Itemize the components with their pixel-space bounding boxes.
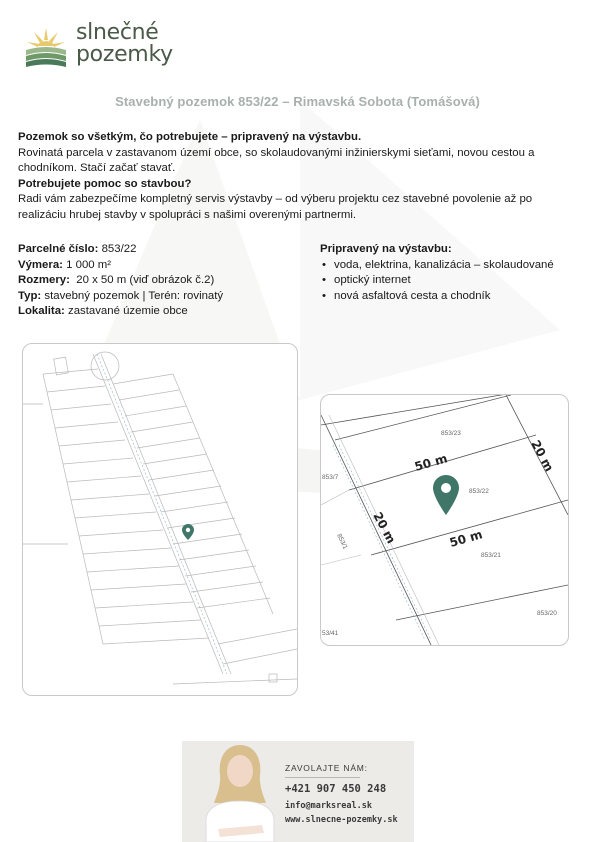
parcel-label: 853/23 — [441, 430, 461, 437]
list-item: • optický internet — [320, 273, 590, 289]
spec-value: zastavané územie obce — [64, 305, 188, 318]
spec-label: Rozmery: — [18, 274, 70, 287]
detail-map-drawing — [321, 395, 568, 645]
spec-value: 853/22 — [98, 243, 137, 255]
overview-map — [22, 343, 298, 696]
spec-location — [18, 304, 308, 320]
brand-logo — [24, 22, 194, 72]
location-pin-icon — [433, 475, 459, 515]
parcel-specs — [18, 242, 308, 320]
dimension-right: 20 m — [528, 437, 557, 474]
agent-portrait — [200, 741, 280, 842]
parcel-label: 853/22 — [469, 488, 489, 495]
page-title: Stavebný pozemok 853/22 – Rimavská Sobota (Tomášová) — [115, 94, 480, 109]
list-item: • voda, elektrina, kanalizácia – skolaudované — [320, 258, 590, 274]
ready-section — [320, 242, 590, 304]
spec-label: Lokalita: — [18, 305, 65, 318]
spec-label: Typ: — [18, 289, 42, 302]
contact-phone[interactable]: +421 907 450 248 — [285, 783, 387, 795]
road-label: 853/1 — [335, 532, 349, 551]
dimension-left: 20 m — [370, 509, 399, 546]
list-item: • nová asfaltová cesta a chodník — [320, 289, 590, 305]
spec-parcel — [18, 242, 308, 258]
parcel-label: 53/41 — [322, 630, 339, 637]
brand-name — [76, 22, 173, 66]
parcel-label: 853/20 — [537, 610, 557, 617]
dimension-bottom: 50 m — [447, 527, 484, 550]
detail-map — [320, 394, 569, 646]
parcel-label: 853/21 — [481, 552, 501, 559]
spec-value: stavebný pozemok | Terén: rovinatý — [41, 289, 224, 302]
ready-list — [320, 258, 590, 305]
intro-section — [18, 130, 583, 224]
contact-label: ZAVOLAJTE NÁM: — [285, 763, 368, 773]
ready-heading: Pripravený na výstavbu: — [320, 243, 452, 255]
contact-email[interactable]: info@marksreal.sk — [285, 801, 372, 811]
brand-line-1: slnečné — [76, 20, 159, 45]
divider — [285, 777, 360, 778]
spec-dimensions — [18, 273, 308, 289]
sun-field-logo-icon — [24, 22, 68, 68]
brand-line-2: pozemky — [76, 42, 173, 67]
parcel-label: 853/7 — [322, 474, 339, 481]
dimension-top: 50 m — [412, 451, 449, 474]
spec-area — [18, 258, 308, 274]
intro-heading-2: Potrebujete pomoc so stavbou? — [18, 177, 192, 190]
spec-value: 1 000 m² — [62, 258, 112, 271]
intro-heading-1: Pozemok so všetkým, čo potrebujete – pripravený na výstavbu. — [18, 131, 362, 143]
spec-label: Parcelné číslo: — [18, 243, 99, 255]
intro-text-1: Rovinatá parcela v zastavanom území obce, so skolaudovanými inžinierskymi sieťami, novou cestou a chodníkom. Stačí začať stavať. — [18, 146, 535, 175]
intro-text-2: Radi vám zabezpečíme kompletný servis výstavby – od výberu projektu cez stavebné povolenie až po realizáciu hrubej stavby v spolupráci s našimi overenými partnermi. — [18, 193, 533, 221]
spec-type — [18, 289, 308, 305]
contact-card — [182, 741, 414, 842]
location-pin-icon — [182, 524, 194, 540]
spec-value: 20 x 50 m (viď obrázok č.2) — [69, 274, 215, 287]
spec-label: Výmera: — [18, 258, 63, 271]
contact-website[interactable]: www.slnecne-pozemky.sk — [285, 815, 398, 825]
overview-map-drawing — [23, 344, 297, 695]
